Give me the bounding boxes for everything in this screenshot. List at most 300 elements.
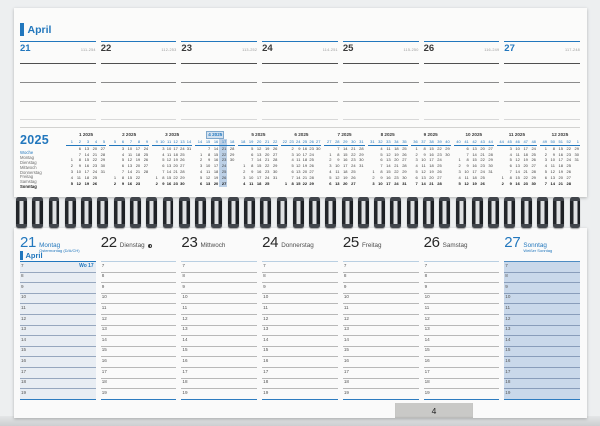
hour-label: 9 [424,283,428,289]
mini-day-cell: 31 [100,169,106,175]
mini-day-cell: 30 [574,151,579,157]
mini-day-cell: 4 [162,151,165,157]
day-of-year-label: 114-251 [322,48,338,52]
mini-day-cell: 29 [488,157,493,163]
mini-day-cell: 3 [544,157,547,163]
mini-day-cell: 17 [472,169,477,175]
mini-month-title [152,132,192,139]
mini-day-cell: 12 [295,163,301,169]
mini-week-number: 14 [186,139,192,144]
mini-day-cell: 12 [515,157,520,163]
mini-week-number: 4 [90,139,98,146]
mini-month-calendar [281,132,321,187]
mini-day-cell: 30 [488,163,493,169]
mini-week-number: 2 [74,139,82,146]
note-line [101,101,177,102]
mini-day-cell: 10 [76,169,82,175]
mini-day-cell: 31 [402,181,407,187]
spiral-loop [423,197,434,228]
top-day-number: 27 [504,43,515,54]
hour-label: 13 [263,326,269,332]
mini-month-grid [238,139,278,187]
mini-day-cell [315,181,322,187]
mini-day-cell: 2 [458,163,461,169]
mini-week-number: 19 [246,139,254,146]
mini-day-cell: 24 [351,163,356,169]
mini-day-cell: 17 [558,157,563,163]
spiral-loop [325,197,336,228]
hour-label: 19 [101,389,107,395]
hour-row [343,326,419,337]
mini-week-number: 35 [400,139,408,146]
hour-row [20,379,96,390]
mini-day-cell: 6 [200,181,203,187]
mini-day-cell: 16 [429,151,434,157]
mini-day-cell [227,181,235,187]
mini-week-number: 52 [564,139,572,146]
mini-day-cell: 13 [472,145,477,151]
mini-day-cell: 1 [155,175,158,181]
hour-row [504,347,580,358]
hour-label: 16 [21,357,27,363]
hour-row [343,357,419,368]
mini-day-cell: 11 [550,163,555,169]
weekday-row-label: Samstag [20,179,37,185]
mini-day-cell: 20 [558,175,563,181]
mini-week-number: 34 [392,139,400,146]
spiral-loop [260,197,271,228]
hour-row [343,368,419,379]
mini-day-cell: 25 [402,145,407,151]
mini-day-cell: 28 [488,151,493,157]
weekday-labels [20,156,64,190]
week-row-label: Woche [20,149,34,155]
mini-day-cell: 23 [135,181,141,187]
mini-day-cell: 10 [378,181,383,187]
mini-day-cell: 5 [415,169,418,175]
mini-week-number: 46 [513,139,521,146]
hour-label: 18 [424,379,430,385]
mini-day-cell: 28 [143,169,149,175]
mini-day-cell: 3 [243,175,246,181]
spiral-loop [32,197,43,228]
mini-day-cell: 27 [566,175,571,181]
day-of-year-label: 113-252 [242,48,258,52]
mini-day-cell: 20 [394,157,399,163]
mini-week-number: 36 [411,139,419,146]
day-header-row [343,232,419,251]
hour-row [343,304,419,315]
mini-month-title-text: 6 2025 [294,132,309,137]
top-day-header [343,42,419,54]
day-header-row [504,232,580,254]
hour-label: 7 [343,262,347,268]
hour-label: 17 [263,368,269,374]
mini-month-title-text: 5 2025 [251,132,266,137]
mini-day-cell: 7 [208,145,211,151]
mini-day-cell: 21 [429,181,434,187]
mini-day-cell: 27 [402,157,407,163]
note-line [343,82,419,83]
hour-label: 12 [343,315,349,321]
mini-day-cell: 16 [472,163,477,169]
mini-day-cell: 30 [359,157,364,163]
day-header [181,232,257,262]
hour-row [343,294,419,305]
hour-label: 18 [182,379,188,385]
hour-label: 12 [182,315,188,321]
month-accent-bar [20,23,24,36]
mini-day-cell [98,181,106,187]
mini-day-cell: 16 [515,181,520,187]
mini-month-calendar [238,132,278,187]
moon-phase-icon [148,244,152,248]
holiday-note: Ostermontag (D/A/CH) [39,248,80,253]
mini-week-number: 27 [316,139,321,144]
mini-day-cell: 17 [343,163,348,169]
hour-row [101,336,177,347]
mini-day-cell: 18 [302,157,308,163]
mini-week-number: 27 [324,139,332,146]
mini-day-cell: 5 [121,157,125,163]
hour-label: 7 [182,262,185,268]
mini-day-cell: 20 [523,163,528,169]
note-line [262,63,338,64]
spiral-loop [570,197,581,228]
mini-day-cell: 13 [127,163,133,169]
calendar-bottom-page [14,228,587,418]
hour-label: 10 [343,294,349,300]
hour-label: 15 [263,347,269,353]
mini-day-cell: 12 [335,175,340,181]
hour-row [262,273,338,284]
mini-day-cell: 18 [256,181,262,187]
hour-label: 17 [101,368,107,374]
mini-day-cell: 22 [566,145,571,151]
mini-day-cell: 10 [127,145,133,151]
mini-day-cell: 16 [84,163,90,169]
mini-day-cell: 4 [121,151,125,157]
mini-day-cell: 29 [180,175,185,181]
day-name-row [120,240,152,249]
note-line [101,82,177,83]
hour-row [424,326,500,337]
hour-grid [343,262,419,400]
hour-label: 15 [21,347,27,353]
mini-day-cell: 25 [566,163,571,169]
hour-label: 10 [263,294,269,300]
hour-label: 14 [263,336,269,342]
hour-row [504,283,580,294]
mini-day-cell: 16 [127,181,133,187]
mini-day-cell: 10 [464,169,469,175]
mini-day-cell: 22 [394,169,399,175]
year-label: 2025 [20,133,50,147]
mini-week-number: 50 [548,139,556,146]
mini-day-cell: 4 [70,175,74,181]
mini-month-grid [454,139,494,187]
mini-day-cell: 16 [256,169,262,175]
hour-row [343,273,419,284]
day-name-block [39,240,79,254]
mini-day-cell: 1 [200,151,203,157]
mini-month-calendar [540,132,580,187]
mini-day-cell: 17 [135,145,141,151]
hour-label: 13 [101,326,107,332]
mini-day-cell: 22 [351,151,356,157]
hour-label: 8 [21,273,24,279]
note-line [262,119,338,120]
mini-month-calendar [497,132,537,187]
mini-day-cell: 12 [550,169,555,175]
spiral-loop [390,197,401,228]
mini-week-number: 8 [133,139,141,146]
mini-day-cell: 30 [402,175,407,181]
mini-month-title-text: 8 2025 [380,132,395,137]
hour-label: 14 [21,336,27,342]
day-column-donnerstag [262,232,338,400]
hour-row [262,336,338,347]
mini-day-cell: 3 [291,151,294,157]
mini-day-cell: 19 [523,157,528,163]
mini-day-cell: 14 [550,181,555,187]
mini-day-cell: 8 [162,175,165,181]
mini-day-cell: 8 [251,163,254,169]
note-line [424,63,500,64]
day-name: Sonntag [523,242,547,249]
mini-day-cell: 23 [264,169,270,175]
hour-label: 19 [343,389,349,395]
mini-day-cell: 2 [544,151,547,157]
mini-week-number: 32 [376,139,384,146]
mini-day-cell: 23 [351,157,356,163]
hour-row [20,336,96,347]
mini-month-title [281,132,321,139]
hour-label: 16 [182,357,188,363]
spiral-loop [179,197,190,228]
mini-day-cell: 31 [574,157,579,163]
weekday-row-label: Dienstag [20,159,37,165]
weekday-row-label: Mittwoch [20,164,37,170]
mini-day-cell: 24 [394,181,399,187]
mini-day-cell: 27 [219,181,227,187]
note-line [262,82,338,83]
spiral-loop [374,197,385,228]
hour-row [504,262,580,273]
hour-row [504,336,580,347]
mini-day-cell: 30 [229,157,235,163]
mini-day-cell: 14 [166,169,172,175]
mini-day-cell: 15 [386,169,391,175]
mini-day-cell: 14 [472,151,477,157]
hour-row [424,347,500,358]
hour-grid [504,262,580,400]
mini-day-cell: 8 [552,145,555,151]
day-column-sonntag [504,232,580,400]
mini-day-cell: 11 [464,175,469,181]
mini-day-cell: 18 [472,175,477,181]
mini-day-cell: 21 [173,169,178,175]
hour-row [181,336,257,347]
mini-day-cell: 7 [162,169,165,175]
mini-day-cell: 1 [243,163,246,169]
mini-week-number: 17 [219,139,227,146]
mini-day-cell: 26 [272,145,278,151]
hour-grid [181,262,257,400]
mini-day-cell: 23 [480,163,485,169]
mini-day-cell: 19 [558,169,563,175]
mini-day-cell: 17 [386,181,391,187]
mini-day-cell: 19 [135,157,141,163]
hour-label: 11 [505,304,511,310]
mini-day-cell: 28 [309,175,314,181]
mini-day-cell: 21 [394,163,399,169]
mini-day-cell: 27 [351,181,356,187]
mini-day-cell: 24 [180,145,185,151]
mini-day-cell: 27 [272,151,278,157]
mini-day-cell: 20 [92,145,98,151]
mini-day-cell: 2 [291,145,294,151]
page-number: 4 [431,405,437,416]
hour-label: 12 [505,315,511,321]
mini-week-number: 40 [454,139,462,146]
note-line [504,82,580,83]
mini-day-cell: 2 [415,151,418,157]
mini-week-number: 23 [289,139,294,144]
mini-day-cell: 12 [76,181,82,187]
mini-day-cell: 27 [531,163,536,169]
hour-row [262,326,338,337]
hour-label: 18 [21,379,27,385]
day-header-row [181,232,257,251]
top-week-grid [20,41,580,127]
mini-day-cell: 24 [309,151,314,157]
mini-day-cell: 7 [337,145,340,151]
mini-month-grid [324,139,364,187]
hour-row [101,389,177,400]
hour-row [101,347,177,358]
mini-day-cell: 1 [372,169,375,175]
day-header [343,232,419,262]
mini-day-cell: 19 [343,175,348,181]
mini-day-cell: 3 [415,157,418,163]
mini-week-number: 14 [195,139,203,146]
mini-month-grid [540,139,580,187]
hour-label: 10 [424,294,430,300]
mini-day-cell: 26 [92,181,98,187]
mini-week-number: 37 [419,139,427,146]
mini-day-cell: 18 [558,163,563,169]
mini-day-cell: 1 [70,157,74,163]
mini-week-number: 5 [98,139,106,146]
mini-day-cell: 9 [121,181,125,187]
hour-label: 14 [101,336,107,342]
mini-day-cell: 24 [437,157,442,163]
month-accent-bar [20,251,23,260]
hour-label: 10 [101,294,107,300]
mini-day-cell: 22 [523,175,528,181]
mini-day-cell: 1 [501,175,504,181]
mini-month-grid [109,139,149,187]
mini-month-title [324,132,364,139]
hour-label: 9 [101,283,105,289]
mini-day-cell: 15 [213,151,219,157]
hour-label: 16 [101,357,107,363]
note-line [20,82,96,83]
mini-day-cell: 9 [298,145,301,151]
weekday-row-label: Sonntag [20,184,37,190]
mini-day-cell: 20 [135,163,141,169]
note-line [343,63,419,64]
hour-row [20,273,96,284]
day-number: 25 [342,234,359,251]
mini-week-number: 45 [505,139,513,146]
mini-day-cell: 28 [531,169,536,175]
mini-month-title-text: 1 2025 [79,132,94,137]
mini-day-cell: 18 [84,175,90,181]
top-day-header [20,42,96,54]
hour-label: 17 [182,368,188,374]
day-header-row [424,232,500,251]
note-line [424,101,500,102]
hour-row [181,389,257,400]
hour-row [101,273,177,284]
hour-row [504,368,580,379]
hour-grid [262,262,338,400]
mini-day-cell: 12 [386,151,391,157]
mini-day-cell: 28 [566,181,571,187]
note-line [181,119,257,120]
top-day-number: 21 [20,43,31,54]
hour-row [424,368,500,379]
hour-row [424,389,500,400]
mini-week-number: 33 [384,139,392,146]
mini-day-cell: 27 [100,145,106,151]
mini-day-cell: 5 [509,157,512,163]
mini-day-cell [572,181,580,187]
day-name: Samstag [442,242,468,249]
hour-label: 7 [21,262,24,268]
mini-day-cell: 7 [415,181,418,187]
hour-row [181,273,257,284]
mini-day-cell: 14 [386,163,391,169]
mini-day-cell: 29 [402,169,407,175]
hour-row [424,315,500,326]
day-of-year-label: 116-249 [484,48,500,52]
note-line [20,101,96,102]
mini-month-title-text: 2 2025 [122,132,137,137]
mini-day-cell: 26 [480,181,485,187]
mini-week-number: 29 [341,139,349,146]
hour-label: 17 [21,368,27,374]
spiral-loop [228,197,239,228]
mini-day-cell [443,181,451,187]
mini-month-title-text: 9 2025 [423,132,438,137]
mini-day-cell: 29 [309,181,314,187]
mini-week-number: 44 [486,139,494,146]
mini-day-cell: 5 [291,163,294,169]
mini-week-number: 22 [282,139,288,144]
mini-day-cell: 19 [394,151,399,157]
mini-day-cell: 21 [219,146,227,152]
mini-day-cell: 28 [437,181,442,187]
mini-day-cell: 24 [566,157,571,163]
note-line [181,63,257,64]
hour-row [262,379,338,390]
hour-label: 8 [263,273,266,279]
page-number-tab [395,403,473,418]
hour-label: 15 [343,347,349,353]
